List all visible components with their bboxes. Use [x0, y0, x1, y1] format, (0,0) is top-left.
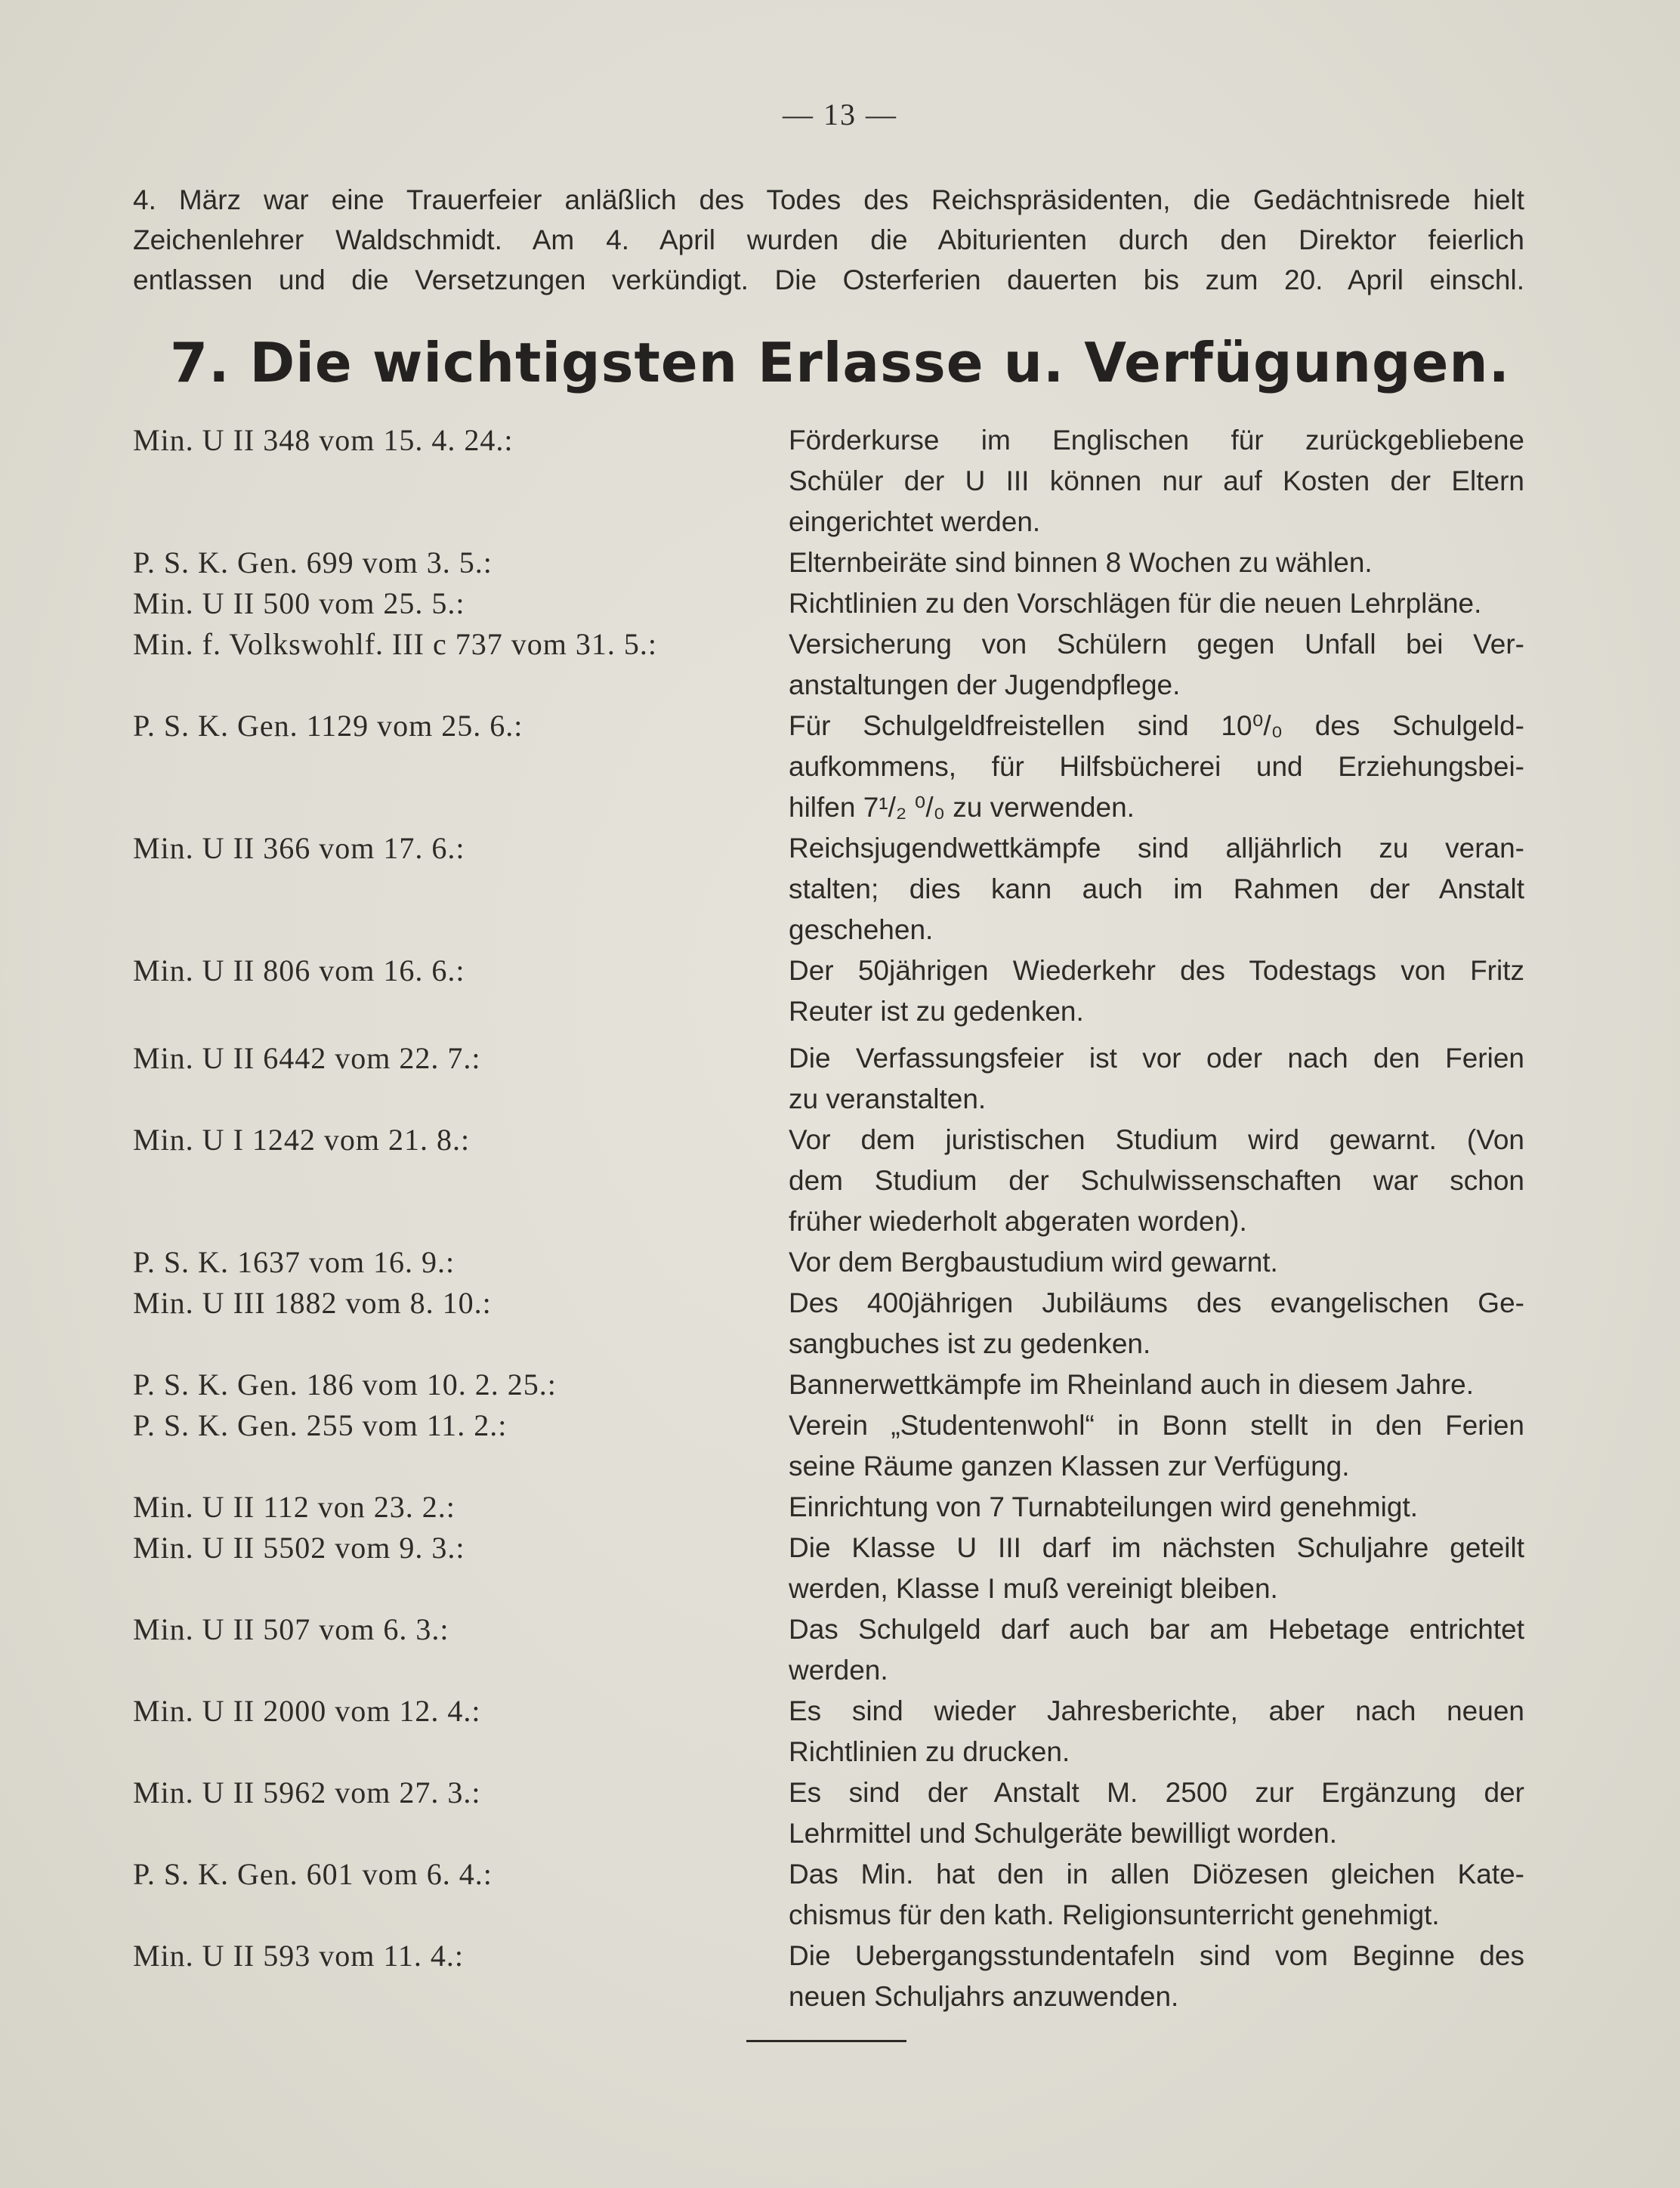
decree-reference: P. S. K. Gen. 601 vom 6. 4.:	[133, 1857, 493, 1891]
decree-row	[133, 1487, 1524, 1528]
decree-description-line: stalten; dies kann auch im Rahmen der Anstalt	[789, 873, 1524, 904]
decree-description	[789, 1528, 1524, 1609]
decree-description	[789, 420, 1524, 542]
decree-list	[133, 420, 1524, 2017]
decree-description	[789, 1854, 1524, 1936]
decree-description	[789, 1936, 1524, 2017]
decree-description-line: werden, Klasse I muß vereinigt bleiben.	[789, 1573, 1278, 1604]
decree-reference: P. S. K. 1637 vom 16. 9.:	[133, 1245, 456, 1279]
decree-description-line: Es sind der Anstalt M. 2500 zur Ergänzung der	[789, 1777, 1524, 1808]
decree-description-line: Des 400jährigen Jubiläums des evangelischen Ge-	[789, 1287, 1524, 1318]
decree-description	[789, 542, 1524, 583]
decree-description-line: Es sind wieder Jahresberichte, aber nach neuen	[789, 1695, 1524, 1726]
decree-reference: P. S. K. Gen. 699 vom 3. 5.:	[133, 545, 493, 579]
intro-line: 4. März war eine Trauerfeier anläßlich des Todes des Reichspräsidenten, die Gedächtnisrede hielt	[133, 184, 1524, 215]
decree-description-line: Richtlinien zu drucken.	[789, 1736, 1070, 1767]
decree-description-line: geschehen.	[789, 914, 934, 945]
decree-description	[789, 1242, 1524, 1283]
decree-reference: Min. U II 6442 vom 22. 7.:	[133, 1041, 481, 1075]
decree-description-line: Das Min. hat den in allen Diözesen gleichen Kate-	[789, 1859, 1524, 1890]
decree-row	[133, 1772, 1524, 1854]
decree-description-line: Für Schulgeldfreistellen sind 10⁰/₀ des Schulgeld-	[789, 710, 1524, 741]
decree-description	[789, 1691, 1524, 1772]
decree-description-line: chismus für den kath. Religionsunterricht genehmigt.	[789, 1899, 1440, 1930]
decree-description	[789, 1609, 1524, 1691]
decree-description-line: Die Uebergangsstundentafeln sind vom Beginne des	[789, 1940, 1524, 1971]
decree-reference: Min. U II 5502 vom 9. 3.:	[133, 1531, 465, 1565]
decree-reference: Min. U II 112 von 23. 2.:	[133, 1490, 456, 1524]
decree-row	[133, 420, 1524, 542]
decree-reference: Min. U III 1882 vom 8. 10.:	[133, 1286, 492, 1320]
decree-row	[133, 583, 1524, 624]
decree-description-line: Bannerwettkämpfe im Rheinland auch in diesem Jahre.	[789, 1369, 1474, 1400]
decree-description-line: anstaltungen der Jugendpflege.	[789, 669, 1181, 700]
decree-description-line: Die Verfassungsfeier ist vor oder nach den Ferien	[789, 1043, 1524, 1074]
intro-line: entlassen und die Versetzungen verkündigt. Die Osterferien dauerten bis zum 20. April einschl.	[133, 264, 1524, 295]
decree-description-line: neuen Schuljahrs anzuwenden.	[789, 1981, 1179, 2012]
decree-description-line: aufkommens, für Hilfsbücherei und Erziehungsbei-	[789, 751, 1524, 782]
decree-row	[133, 1283, 1524, 1364]
decree-description-line: Richtlinien zu den Vorschlägen für die neuen Lehrpläne.	[789, 588, 1482, 619]
decree-reference: Min. U II 5962 vom 27. 3.:	[133, 1775, 481, 1809]
closing-rule	[746, 2040, 906, 2042]
decree-reference: Min. U II 500 vom 25. 5.:	[133, 586, 465, 620]
decree-row	[133, 706, 1524, 828]
decree-description	[789, 950, 1524, 1032]
decree-row	[133, 1854, 1524, 1936]
decree-reference: Min. U I 1242 vom 21. 8.:	[133, 1123, 471, 1157]
decree-row	[133, 1120, 1524, 1242]
decree-description	[789, 583, 1524, 624]
decree-description-line: Elternbeiräte sind binnen 8 Wochen zu wählen.	[789, 547, 1373, 578]
decree-row	[133, 1242, 1524, 1283]
decree-row	[133, 1364, 1524, 1405]
decree-description-line: Das Schulgeld darf auch bar am Hebetage entrichtet	[789, 1614, 1524, 1645]
decree-description-line: Reuter ist zu gedenken.	[789, 996, 1084, 1027]
decree-row	[133, 542, 1524, 583]
decree-reference: Min. f. Volkswohlf. III c 737 vom 31. 5.:	[133, 627, 657, 661]
decree-description-line: zu veranstalten.	[789, 1083, 987, 1114]
decree-description	[789, 624, 1524, 706]
decree-row	[133, 1038, 1524, 1120]
decree-reference: Min. U II 366 vom 17. 6.:	[133, 831, 465, 865]
decree-row	[133, 1691, 1524, 1772]
decree-row	[133, 1609, 1524, 1691]
decree-row	[133, 1405, 1524, 1487]
decree-row	[133, 828, 1524, 950]
decree-description	[789, 1364, 1524, 1405]
decree-description-line: Einrichtung von 7 Turnabteilungen wird genehmigt.	[789, 1491, 1419, 1522]
decree-description-line: seine Räume ganzen Klassen zur Verfügung.	[789, 1451, 1350, 1482]
decree-description-line: Vor dem Bergbaustudium wird gewarnt.	[789, 1247, 1278, 1278]
decree-description-line: Lehrmittel und Schulgeräte bewilligt worden.	[789, 1818, 1338, 1849]
decree-reference: Min. U II 348 vom 15. 4. 24.:	[133, 423, 514, 457]
decree-description	[789, 1405, 1524, 1487]
decree-row	[133, 1936, 1524, 2017]
decree-reference: Min. U II 806 vom 16. 6.:	[133, 953, 465, 987]
decree-description-line: Verein „Studentenwohl“ in Bonn stellt in den Ferien	[789, 1410, 1524, 1441]
decree-description-line: Die Klasse U III darf im nächsten Schuljahre geteilt	[789, 1532, 1524, 1563]
intro-paragraph	[133, 180, 1524, 300]
decree-description	[789, 1772, 1524, 1854]
decree-reference: P. S. K. Gen. 255 vom 11. 2.:	[133, 1408, 508, 1442]
decree-row	[133, 950, 1524, 1032]
decree-reference: Min. U II 593 vom 11. 4.:	[133, 1939, 464, 1973]
decree-description-line: dem Studium der Schulwissenschaften war schon	[789, 1165, 1524, 1196]
decree-description-line: Förderkurse im Englischen für zurückgebliebene	[789, 425, 1524, 456]
decree-description-line: Schüler der U III können nur auf Kosten der Eltern	[789, 465, 1524, 496]
decree-description	[789, 1120, 1524, 1242]
decree-description	[789, 828, 1524, 950]
decree-reference: Min. U II 507 vom 6. 3.:	[133, 1612, 449, 1646]
section-heading: 7. Die wichtigsten Erlasse u. Verfügungen.	[169, 331, 1511, 394]
decree-description	[789, 1487, 1524, 1528]
decree-description-line: Vor dem juristischen Studium wird gewarnt. (Von	[789, 1124, 1524, 1155]
decree-description-line: sangbuches ist zu gedenken.	[789, 1328, 1151, 1359]
decree-description	[789, 1038, 1524, 1120]
decree-description	[789, 706, 1524, 828]
decree-reference: P. S. K. Gen. 186 vom 10. 2. 25.:	[133, 1368, 557, 1401]
decree-description	[789, 1283, 1524, 1364]
decree-description-line: Reichsjugendwettkämpfe sind alljährlich zu veran-	[789, 833, 1524, 864]
row-spacer	[133, 1032, 1524, 1038]
decree-reference: P. S. K. Gen. 1129 vom 25. 6.:	[133, 709, 523, 743]
decree-description-line: Der 50jährigen Wiederkehr des Todestags von Fritz	[789, 955, 1524, 986]
page-number: — 13 —	[783, 97, 897, 131]
decree-description-line: früher wiederholt abgeraten worden).	[789, 1206, 1247, 1237]
decree-description-line: eingerichtet werden.	[789, 506, 1041, 537]
decree-description-line: hilfen 7¹/₂ ⁰/₀ zu verwenden.	[789, 792, 1135, 823]
decree-reference: Min. U II 2000 vom 12. 4.:	[133, 1694, 481, 1728]
intro-line: Zeichenlehrer Waldschmidt. Am 4. April wurden die Abiturienten durch den Direktor feierlich	[133, 224, 1524, 255]
decree-description-line: Versicherung von Schülern gegen Unfall bei Ver-	[789, 629, 1524, 660]
decree-row	[133, 624, 1524, 706]
decree-row	[133, 1528, 1524, 1609]
decree-description-line: werden.	[789, 1655, 888, 1686]
